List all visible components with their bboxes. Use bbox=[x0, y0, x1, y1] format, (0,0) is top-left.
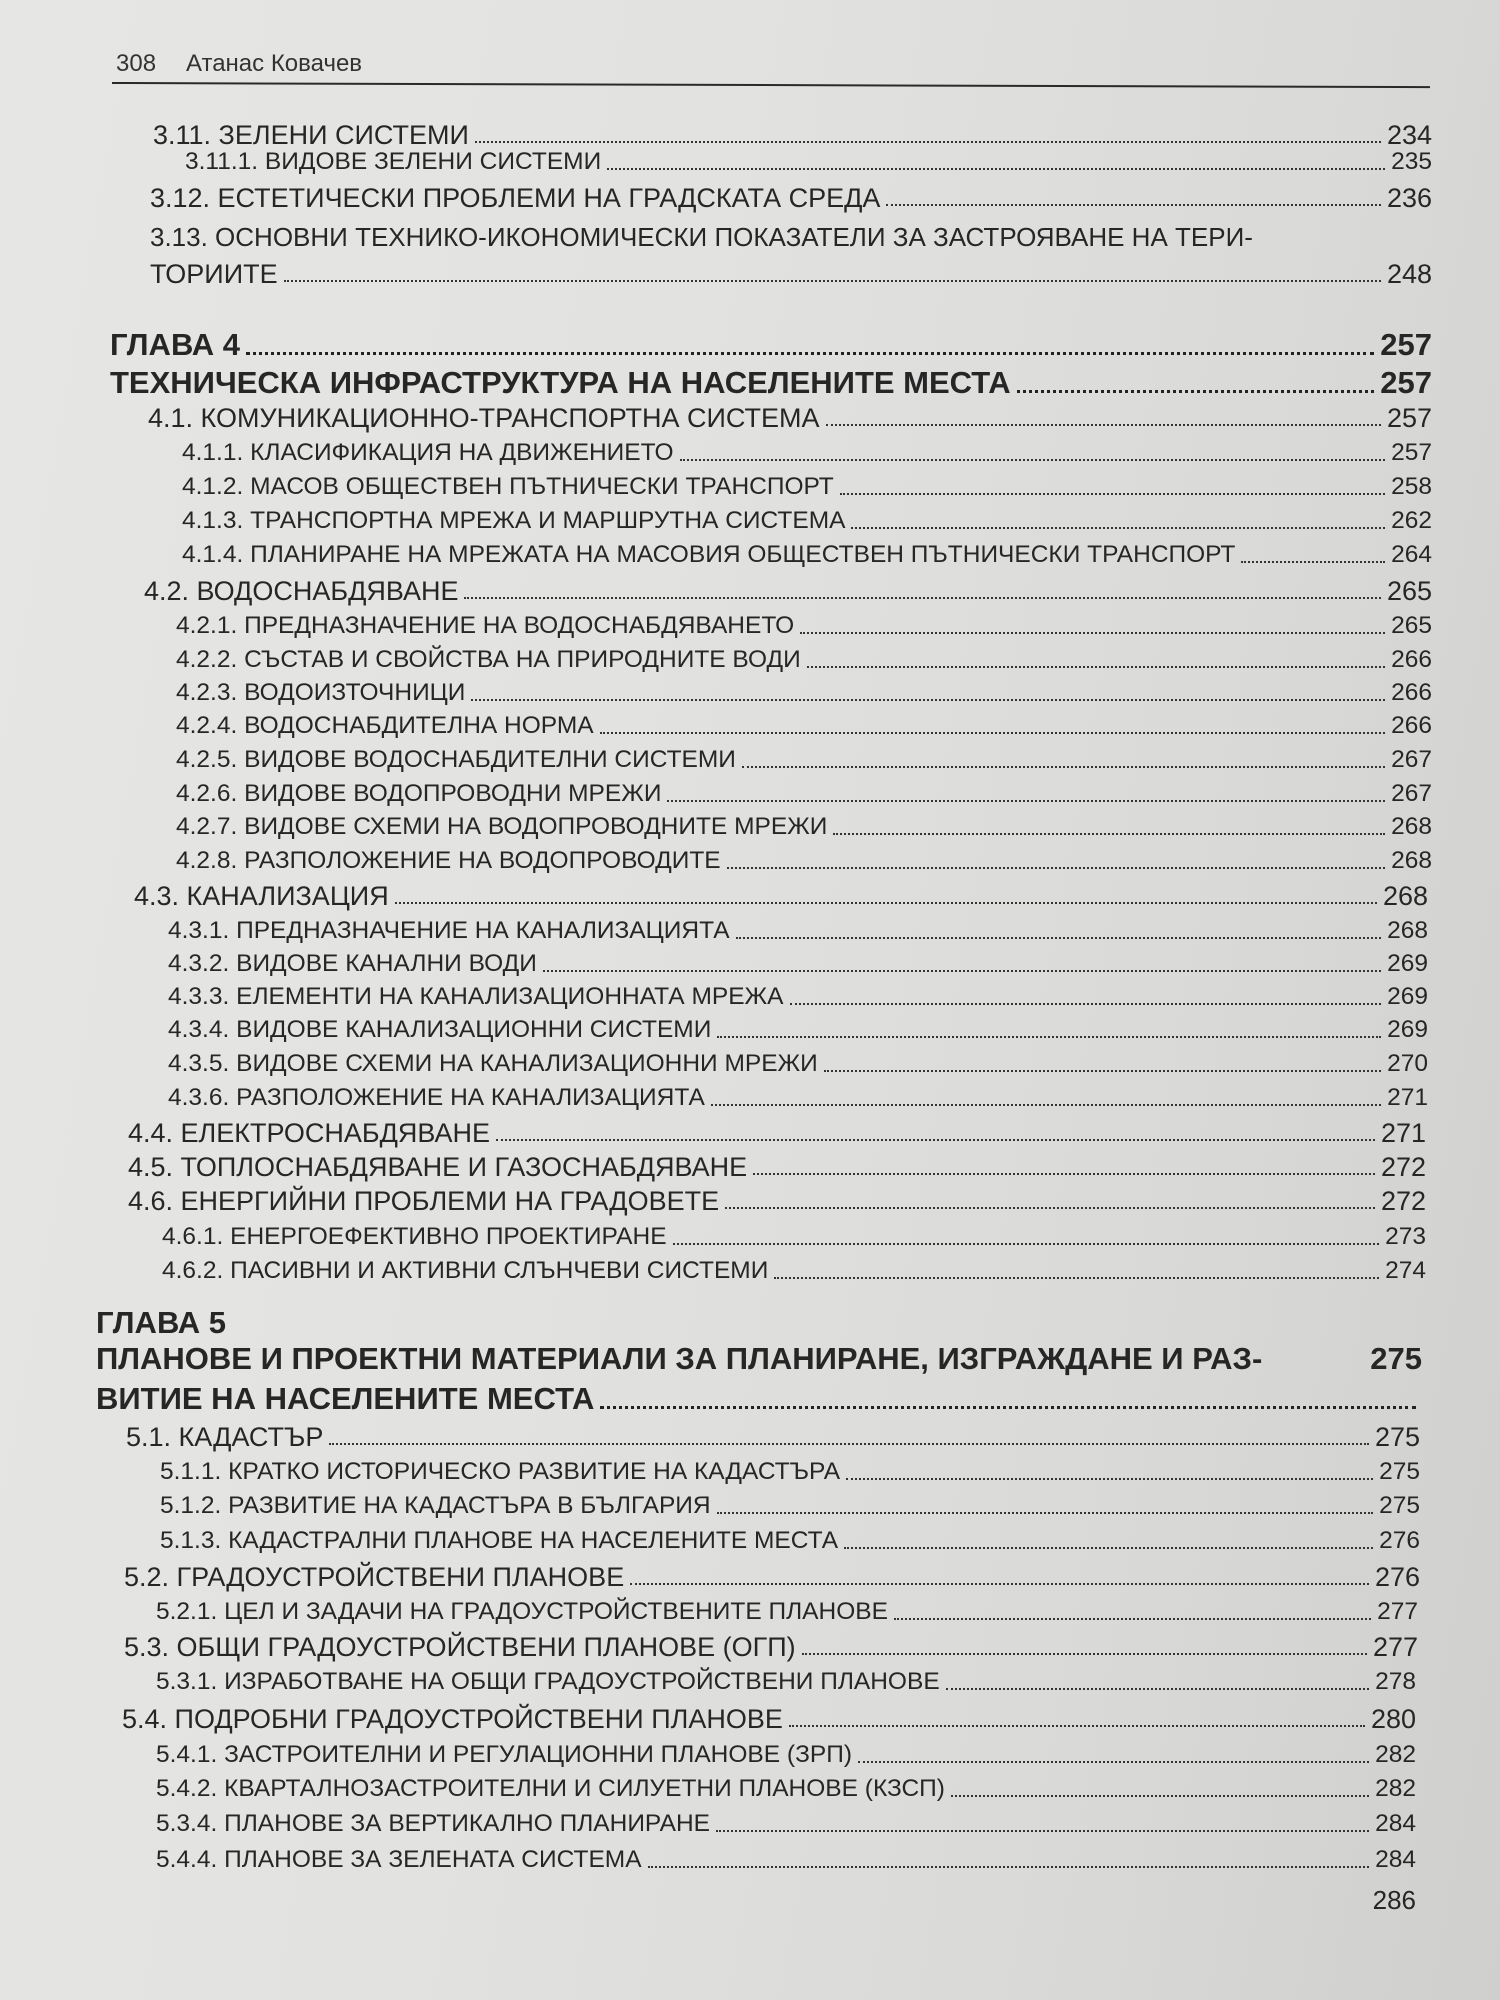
toc-entry-title: 4.6. ЕНЕРГИЙНИ ПРОБЛЕМИ НА ГРАДОВЕТЕ bbox=[128, 1186, 720, 1216]
toc-entry-page: 266 bbox=[1391, 646, 1432, 673]
toc-entry bbox=[160, 1491, 1420, 1521]
toc-entry-title: 5.3.1. ИЗРАБОТВАНЕ НА ОБЩИ ГРАДОУСТРОЙСТВЕНИ ПЛАНОВЕ bbox=[156, 1668, 940, 1695]
toc-entry-page: 282 bbox=[1375, 1741, 1416, 1768]
toc-entry-page: 273 bbox=[1385, 1223, 1426, 1250]
toc-entry-title: 4.6.1. ЕНЕРГОЕФЕКТИВНО ПРОЕКТИРАНЕ bbox=[162, 1223, 667, 1250]
toc-entry bbox=[182, 438, 1432, 468]
toc-chapter-entry bbox=[110, 366, 1432, 400]
toc-entry bbox=[168, 916, 1428, 946]
dot-leader bbox=[717, 1512, 1374, 1514]
toc-entry bbox=[96, 1382, 1422, 1416]
toc-entry bbox=[176, 812, 1432, 842]
dot-leader bbox=[475, 141, 1381, 143]
dot-leader bbox=[607, 168, 1385, 170]
toc-entry-title: 5.1.3. КАДАСТРАЛНИ ПЛАНОВЕ НА НАСЕЛЕНИТЕ МЕСТА bbox=[160, 1527, 839, 1554]
toc-entry-title: 4.2.2. СЪСТАВ И СВОЙСТВА НА ПРИРОДНИТЕ ВОДИ bbox=[176, 646, 801, 673]
toc-entry-title: ТЕХНИЧЕСКА ИНФРАСТРУКТУРА НА НАСЕЛЕНИТЕ МЕСТА bbox=[110, 365, 1011, 400]
toc-entry-title: 4.2. ВОДОСНАБДЯВАНЕ bbox=[144, 576, 459, 606]
dot-leader bbox=[790, 1003, 1382, 1005]
toc-entry-page: 276 bbox=[1379, 1527, 1420, 1554]
dot-leader bbox=[886, 204, 1381, 206]
toc-entry-page: 286 bbox=[1372, 1885, 1416, 1915]
toc-entry-title: 4.2.5. ВИДОВЕ ВОДОСНАБДИТЕЛНИ СИСТЕМИ bbox=[176, 746, 736, 773]
toc-entry-title: 4.4. ЕЛЕКТРОСНАБДЯВАНЕ bbox=[128, 1118, 491, 1148]
toc-entry bbox=[156, 1667, 1416, 1697]
toc-entry-page: 269 bbox=[1387, 950, 1428, 977]
dot-leader bbox=[894, 1618, 1371, 1620]
toc-entry-page: 269 bbox=[1387, 983, 1428, 1010]
toc-entry-page: 248 bbox=[1386, 259, 1432, 289]
dot-leader bbox=[844, 1547, 1373, 1549]
dot-leader bbox=[826, 424, 1381, 426]
dot-leader bbox=[648, 1866, 1370, 1868]
dot-leader bbox=[600, 1406, 1416, 1409]
toc-entry-page: 234 bbox=[1386, 120, 1432, 150]
dot-leader bbox=[774, 1277, 1379, 1279]
dot-leader bbox=[824, 1070, 1381, 1072]
dot-leader bbox=[543, 970, 1381, 972]
toc-entry-page: 271 bbox=[1380, 1118, 1426, 1148]
dot-leader bbox=[1017, 390, 1375, 393]
dot-leader bbox=[471, 699, 1385, 701]
dot-leader bbox=[717, 1036, 1381, 1038]
dot-leader bbox=[727, 867, 1385, 869]
dot-leader bbox=[742, 766, 1385, 768]
dot-leader bbox=[951, 1795, 1369, 1797]
toc-entry-page: 257 bbox=[1391, 439, 1432, 466]
dot-leader bbox=[680, 459, 1386, 461]
toc-entry-title: 4.2.7. ВИДОВЕ СХЕМИ НА ВОДОПРОВОДНИТЕ МРЕЖИ bbox=[176, 813, 828, 840]
dot-leader bbox=[464, 597, 1380, 599]
toc-entry-title: 4.5. ТОПЛОСНАБДЯВАНЕ И ГАЗОСНАБДЯВАНЕ bbox=[128, 1152, 748, 1182]
toc-entry-page: 275 bbox=[1370, 1341, 1422, 1376]
toc-entry bbox=[126, 1422, 1420, 1452]
dot-leader bbox=[711, 1104, 1381, 1106]
toc-entry-title: 4.3.5. ВИДОВЕ СХЕМИ НА КАНАЛИЗАЦИОННИ МРЕЖИ bbox=[168, 1050, 818, 1077]
dot-leader bbox=[284, 280, 1381, 282]
toc-entry bbox=[122, 1704, 1416, 1734]
toc-entry-title: 4.1.1. КЛАСИФИКАЦИЯ НА ДВИЖЕНИЕТО bbox=[182, 439, 674, 466]
toc-entry bbox=[156, 1597, 1418, 1627]
toc-entry-title: 5.1.2. РАЗВИТИЕ НА КАДАСТЪРА В БЪЛГАРИЯ bbox=[160, 1492, 711, 1519]
dot-leader bbox=[858, 1761, 1369, 1763]
toc-entry-page: 236 bbox=[1386, 183, 1432, 213]
toc-entry-page: 265 bbox=[1391, 612, 1432, 639]
toc-entry-page: 276 bbox=[1374, 1562, 1420, 1592]
page-number: 308 bbox=[116, 50, 157, 77]
dot-leader bbox=[802, 1653, 1367, 1655]
toc-entry bbox=[182, 540, 1432, 570]
toc-entry bbox=[148, 403, 1432, 433]
toc-chapter-entry bbox=[110, 328, 1432, 362]
toc-entry-title: 4.1.4. ПЛАНИРАНЕ НА МРЕЖАТА НА МАСОВИЯ ОБЩЕСТВЕН ПЪТНИЧЕСКИ ТРАНСПОРТ bbox=[182, 541, 1236, 568]
toc-entry-page: 257 bbox=[1380, 365, 1432, 400]
dot-leader bbox=[946, 1688, 1369, 1690]
dot-leader bbox=[789, 1725, 1365, 1727]
dot-leader bbox=[725, 1207, 1375, 1209]
toc-entry-title: 5.4.1. ЗАСТРОИТЕЛНИ И РЕГУЛАЦИОННИ ПЛАНОВЕ (ЗРП) bbox=[156, 1741, 852, 1768]
toc-entry-page: 277 bbox=[1377, 1598, 1418, 1625]
header-rule bbox=[112, 82, 1430, 88]
toc-entry-title: ГЛАВА 5 bbox=[96, 1305, 227, 1340]
dot-leader bbox=[600, 732, 1386, 734]
toc-entry bbox=[144, 576, 1432, 606]
dot-leader bbox=[667, 800, 1385, 802]
toc-entry-page: 278 bbox=[1375, 1668, 1416, 1695]
dot-leader bbox=[736, 937, 1382, 939]
toc-entry-page: 265 bbox=[1386, 576, 1432, 606]
dot-leader bbox=[673, 1243, 1380, 1245]
toc-entry-page: 266 bbox=[1391, 712, 1432, 739]
toc-entry bbox=[162, 1256, 1426, 1286]
toc-entry bbox=[156, 1774, 1416, 1804]
dot-leader bbox=[496, 1139, 1375, 1141]
toc-entry-page: 284 bbox=[1375, 1810, 1416, 1837]
dot-leader bbox=[329, 1443, 1369, 1445]
toc-entry-title: 4.3.1. ПРЕДНАЗНАЧЕНИЕ НА КАНАЛИЗАЦИЯТА bbox=[168, 917, 730, 944]
toc-entry-title: 3.11. ЗЕЛЕНИ СИСТЕМИ bbox=[153, 120, 469, 150]
toc-entry bbox=[160, 1457, 1420, 1487]
toc-entry bbox=[153, 120, 1432, 150]
toc-entry-title: 4.1. КОМУНИКАЦИОННО-ТРАНСПОРТНА СИСТЕМА bbox=[148, 403, 820, 433]
toc-entry-page: 268 bbox=[1391, 813, 1432, 840]
toc-entry-page: 262 bbox=[1391, 507, 1432, 534]
toc-entry-page: 258 bbox=[1391, 473, 1432, 500]
toc-entry bbox=[128, 1118, 1426, 1148]
dot-leader bbox=[807, 666, 1385, 668]
toc-entry bbox=[176, 645, 1432, 675]
toc-chapter-entry bbox=[96, 1342, 1422, 1376]
toc-entry bbox=[150, 259, 1432, 289]
toc-entry-page: 264 bbox=[1391, 541, 1432, 568]
toc-entry-title: 4.2.4. ВОДОСНАБДИТЕЛНА НОРМА bbox=[176, 712, 594, 739]
toc-entry-page: 280 bbox=[1370, 1704, 1416, 1734]
toc-entry-title: ПЛАНОВЕ И ПРОЕКТНИ МАТЕРИАЛИ ЗА ПЛАНИРАНЕ, ИЗГРАЖДАНЕ И РАЗ- bbox=[96, 1341, 1263, 1376]
dot-leader bbox=[630, 1583, 1369, 1585]
dot-leader bbox=[846, 1478, 1373, 1480]
toc-entry bbox=[156, 1740, 1416, 1770]
toc-entry-page: 267 bbox=[1391, 746, 1432, 773]
toc-entry bbox=[128, 1186, 1426, 1216]
toc-entry bbox=[162, 1222, 1426, 1252]
toc-entry-page: 272 bbox=[1380, 1152, 1426, 1182]
toc-entry bbox=[182, 472, 1432, 502]
toc-entry-page: 274 bbox=[1385, 1257, 1426, 1284]
toc-entry-title: 4.3. КАНАЛИЗАЦИЯ bbox=[134, 881, 389, 911]
toc-entry-page: 275 bbox=[1379, 1492, 1420, 1519]
toc-entry-page: 257 bbox=[1380, 327, 1432, 362]
toc-entry-title: ТОРИИТЕ bbox=[150, 259, 278, 289]
toc-entry bbox=[150, 183, 1432, 213]
toc-entry-page: 268 bbox=[1387, 917, 1428, 944]
toc-entry bbox=[156, 1809, 1416, 1839]
dot-leader bbox=[395, 902, 1377, 904]
toc-entry-title: 4.1.2. МАСОВ ОБЩЕСТВЕН ПЪТНИЧЕСКИ ТРАНСПОРТ bbox=[182, 473, 834, 500]
toc-entry bbox=[168, 1015, 1428, 1045]
toc-entry-title: 4.2.3. ВОДОИЗТОЧНИЦИ bbox=[176, 679, 466, 706]
dot-leader bbox=[246, 352, 1374, 355]
author-name: Атанас Ковачев bbox=[186, 50, 363, 77]
toc-entry bbox=[176, 611, 1432, 641]
toc-entry-page: 284 bbox=[1375, 1846, 1416, 1873]
dot-leader bbox=[840, 493, 1385, 495]
toc-entry-page: 269 bbox=[1387, 1016, 1428, 1043]
toc-entry-title: 5.2. ГРАДОУСТРОЙСТВЕНИ ПЛАНОВЕ bbox=[124, 1562, 625, 1592]
toc-entry bbox=[168, 982, 1428, 1012]
toc-entry bbox=[182, 506, 1432, 536]
toc-entry-title: ГЛАВА 4 bbox=[110, 327, 241, 362]
toc-entry bbox=[176, 846, 1432, 876]
toc-entry bbox=[134, 881, 1428, 911]
toc-entry-page: 271 bbox=[1387, 1084, 1428, 1111]
toc-entry-page: 257 bbox=[1386, 403, 1432, 433]
toc-entry-page: 275 bbox=[1374, 1422, 1420, 1452]
toc-entry-page: 282 bbox=[1375, 1775, 1416, 1802]
toc-entry bbox=[168, 949, 1428, 979]
toc-entry-page: 267 bbox=[1391, 780, 1432, 807]
toc-entry bbox=[176, 745, 1432, 775]
toc-entry bbox=[176, 678, 1432, 708]
toc-entry bbox=[168, 1083, 1428, 1113]
dot-leader bbox=[833, 833, 1385, 835]
toc-entry bbox=[176, 711, 1432, 741]
toc-entry-title: 4.3.6. РАЗПОЛОЖЕНИЕ НА КАНАЛИЗАЦИЯТА bbox=[168, 1084, 705, 1111]
toc-entry-page: 235 bbox=[1391, 148, 1432, 175]
toc-entry-title: 5.4. ПОДРОБНИ ГРАДОУСТРОЙСТВЕНИ ПЛАНОВЕ bbox=[122, 1704, 783, 1734]
toc-entry-page: 275 bbox=[1379, 1458, 1420, 1485]
toc-entry-title: 3.12. ЕСТЕТИЧЕСКИ ПРОБЛЕМИ НА ГРАДСКАТА СРЕДА bbox=[150, 183, 881, 213]
toc-entry bbox=[160, 1526, 1420, 1556]
dot-leader bbox=[1241, 561, 1385, 563]
toc-entry-title: 5.4.2. КВАРТАЛНОЗАСТРОИТЕЛНИ И СИЛУЕТНИ ПЛАНОВЕ (КЗСП) bbox=[156, 1775, 945, 1802]
toc-entry bbox=[156, 1845, 1416, 1875]
running-header bbox=[112, 46, 1432, 86]
dot-leader bbox=[851, 527, 1385, 529]
toc-entry-title: 4.3.4. ВИДОВЕ КАНАЛИЗАЦИОННИ СИСТЕМИ bbox=[168, 1016, 712, 1043]
toc-entry-title: 4.3.3. ЕЛЕМЕНТИ НА КАНАЛИЗАЦИОННАТА МРЕЖА bbox=[168, 983, 784, 1010]
toc-entry-page: 268 bbox=[1382, 881, 1428, 911]
toc-entry bbox=[176, 779, 1432, 809]
toc-entry-title: 5.2.1. ЦЕЛ И ЗАДАЧИ НА ГРАДОУСТРОЙСТВЕНИТЕ ПЛАНОВЕ bbox=[156, 1598, 888, 1625]
toc-entry-title: 3.13. ОСНОВНИ ТЕХНИКО-ИКОНОМИЧЕСКИ ПОКАЗАТЕЛИ ЗА ЗАСТРОЯВАНЕ НА ТЕРИ- bbox=[150, 222, 1253, 252]
toc-entry-page: 266 bbox=[1391, 679, 1432, 706]
toc-entry-title: 4.2.8. РАЗПОЛОЖЕНИЕ НА ВОДОПРОВОДИТЕ bbox=[176, 847, 721, 874]
toc-entry bbox=[124, 1632, 1418, 1662]
dot-leader bbox=[800, 632, 1385, 634]
toc-entry-title: ВИТИЕ НА НАСЕЛЕНИТЕ МЕСТА bbox=[96, 1381, 595, 1416]
toc-entry-title: 3.11.1. ВИДОВЕ ЗЕЛЕНИ СИСТЕМИ bbox=[185, 148, 602, 175]
toc-entry-title: 4.1.3. ТРАНСПОРТНА МРЕЖА И МАРШРУТНА СИСТЕМА bbox=[182, 507, 846, 534]
toc-entry bbox=[128, 1152, 1426, 1182]
toc-entry-title: 4.3.2. ВИДОВЕ КАНАЛНИ ВОДИ bbox=[168, 950, 537, 977]
toc-entry bbox=[124, 1562, 1420, 1592]
toc-entry-title: 5.1.1. КРАТКО ИСТОРИЧЕСКО РАЗВИТИЕ НА КАДАСТЪРА bbox=[160, 1458, 841, 1485]
toc-entry-title: 5.4.4. ПЛАНОВЕ ЗА ЗЕЛЕНАТА СИСТЕМА bbox=[156, 1846, 642, 1873]
toc-entry-page: 268 bbox=[1391, 847, 1432, 874]
dot-leader bbox=[753, 1173, 1375, 1175]
toc-entry-title: 5.3. ОБЩИ ГРАДОУСТРОЙСТВЕНИ ПЛАНОВЕ (ОГП) bbox=[124, 1632, 796, 1662]
toc-entry-page: 277 bbox=[1372, 1632, 1418, 1662]
toc-entry-page: 270 bbox=[1387, 1050, 1428, 1077]
toc-entry-page: 272 bbox=[1380, 1186, 1426, 1216]
toc-entry-title: 4.2.6. ВИДОВЕ ВОДОПРОВОДНИ МРЕЖИ bbox=[176, 780, 662, 807]
toc-entry-title: 4.6.2. ПАСИВНИ И АКТИВНИ СЛЪНЧЕВИ СИСТЕМИ bbox=[162, 1257, 769, 1284]
toc-entry bbox=[185, 147, 1432, 177]
toc-entry-title: 4.2.1. ПРЕДНАЗНАЧЕНИЕ НА ВОДОСНАБДЯВАНЕТО bbox=[176, 612, 795, 639]
toc-entry bbox=[168, 1049, 1428, 1079]
toc-entry-title: 5.1. КАДАСТЪР bbox=[126, 1422, 324, 1452]
toc-entry-title: 5.3.4. ПЛАНОВЕ ЗА ВЕРТИКАЛНО ПЛАНИРАНЕ bbox=[156, 1810, 711, 1837]
dot-leader bbox=[716, 1830, 1369, 1832]
